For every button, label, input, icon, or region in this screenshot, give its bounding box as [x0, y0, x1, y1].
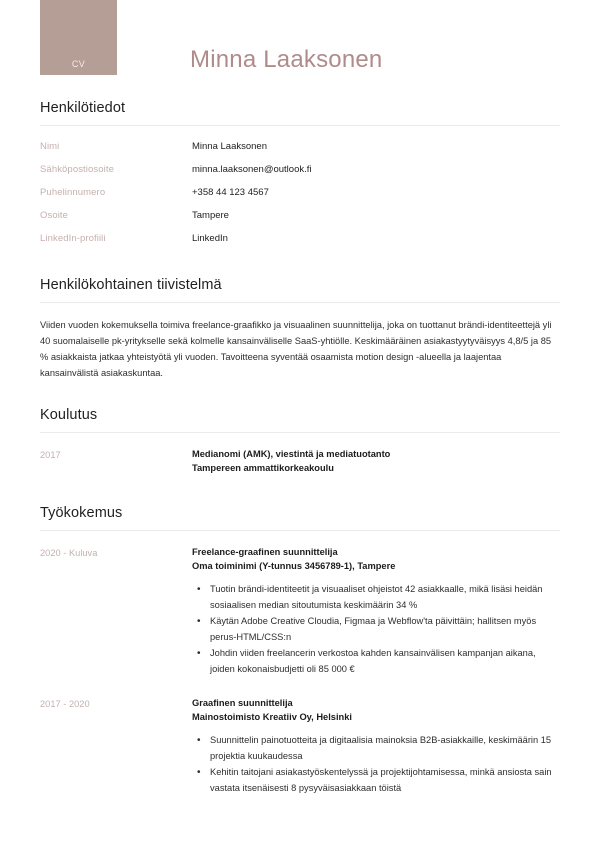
education-entry-org: Tampereen ammattikorkeakoulu	[192, 463, 334, 473]
spacer	[0, 255, 600, 277]
experience-entry-body	[192, 696, 560, 797]
contact-label-linkedin: LinkedIn-profiili	[40, 233, 106, 244]
contact-row	[40, 232, 560, 246]
contact-row	[40, 186, 560, 200]
list-item: • Johdin viiden freelancerin verkostoa kahden kansainvälisen kampanjan aikana, joiden kokonaisbudjetti oli 85 000 €	[208, 646, 560, 677]
contact-label-address: Osoite	[40, 210, 69, 221]
contact-value-name: Minna Laaksonen	[192, 141, 267, 152]
contact-row	[40, 163, 560, 177]
contact-label-email: Sähköpostiosoite	[40, 164, 114, 175]
contact-list	[40, 140, 560, 246]
education-entry-date: 2017	[40, 450, 61, 460]
contact-row	[40, 209, 560, 223]
section-personal-info	[0, 100, 600, 246]
experience-entry-org: Mainostoimisto Kreatiiv Oy, Helsinki	[192, 712, 352, 722]
education-entry-title: Medianomi (AMK), viestintä ja mediatuotanto	[192, 449, 391, 459]
education-entry-body	[192, 447, 560, 475]
experience-entry-title: Freelance-graafinen suunnittelija	[192, 547, 338, 557]
section-title-summary: Henkilökohtainen tiivistelmä	[40, 277, 222, 293]
spacer	[0, 479, 600, 505]
contact-value-linkedin[interactable]: LinkedIn	[192, 233, 228, 244]
section-experience	[0, 505, 600, 797]
section-title-experience: Työkokemus	[40, 505, 123, 521]
contact-value-email: minna.laaksonen@outlook.fi	[192, 164, 312, 175]
spacer	[40, 682, 560, 696]
cv-header	[0, 0, 600, 100]
section-education	[0, 407, 600, 475]
experience-bullet-list	[192, 733, 560, 796]
experience-entry-date: 2017 - 2020	[40, 699, 90, 709]
spacer	[0, 381, 600, 407]
section-title-education: Koulutus	[40, 407, 98, 423]
contact-label-phone: Puhelinnumero	[40, 187, 106, 198]
contact-label-name: Nimi	[40, 141, 60, 152]
list-item: • Tuotin brändi-identiteetit ja visuaaliset ohjeistot 42 asiakkaalle, mikä lisäsi heidän sosiaalisen median sitoutumista keskimäärin 34 %	[208, 582, 560, 613]
page-title: Minna Laaksonen	[190, 46, 383, 73]
list-item: • Suunnittelin painotuotteita ja digitaalisia mainoksia B2B-asiakkaille, keskimäärin 15 projektia kuukaudessa	[208, 733, 560, 764]
contact-row	[40, 140, 560, 154]
section-divider	[40, 530, 560, 531]
section-divider	[40, 125, 560, 126]
section-divider	[40, 432, 560, 433]
list-item: • Kehitin taitojani asiakastyöskentelyssä ja projektijohtamisessa, minkä ansiosta sain vastata itsenäisesti 8 pysyväisasiakkaan töistä	[208, 765, 560, 796]
list-item: • Käytän Adobe Creative Cloudia, Figmaa ja Webflow'ta päivittäin; hallitsen myös perus-HTML/CSS:n	[208, 614, 560, 645]
experience-entry-body	[192, 545, 560, 678]
education-entry	[40, 447, 560, 475]
summary-paragraph: Viiden vuoden kokemuksella toimiva freelance-graafikko ja visuaalinen suunnittelija, joka on tuottanut brändi-identiteettejä yli 40 suomalaiselle pk-yritykselle sekä kolmelle kansainväliselle SaaS-yhtiölle. Keskimääräinen asiakastyytyväisyys 4,8/5 ja 85 % asiakkaista jatkaa yhteistyötä yli vuoden. Tavoitteena syventää osaamista motion design -alueella ja laajentaa kansainvälistä asiakaskuntaa.	[40, 320, 552, 378]
cv-badge	[40, 0, 117, 75]
experience-entry	[40, 545, 560, 678]
section-summary	[0, 277, 600, 381]
contact-value-phone: +358 44 123 4567	[192, 187, 269, 198]
experience-bullet-list	[192, 582, 560, 677]
contact-value-address: Tampere	[192, 210, 229, 221]
experience-entry	[40, 696, 560, 797]
section-divider	[40, 302, 560, 303]
experience-entry-date: 2020 - Kuluva	[40, 548, 98, 558]
experience-entry-org: Oma toiminimi (Y-tunnus 3456789-1), Tampere	[192, 561, 396, 571]
section-title-personal-info: Henkilötiedot	[40, 100, 126, 116]
experience-entry-title: Graafinen suunnittelija	[192, 698, 293, 708]
cv-badge-label: CV	[71, 59, 86, 69]
